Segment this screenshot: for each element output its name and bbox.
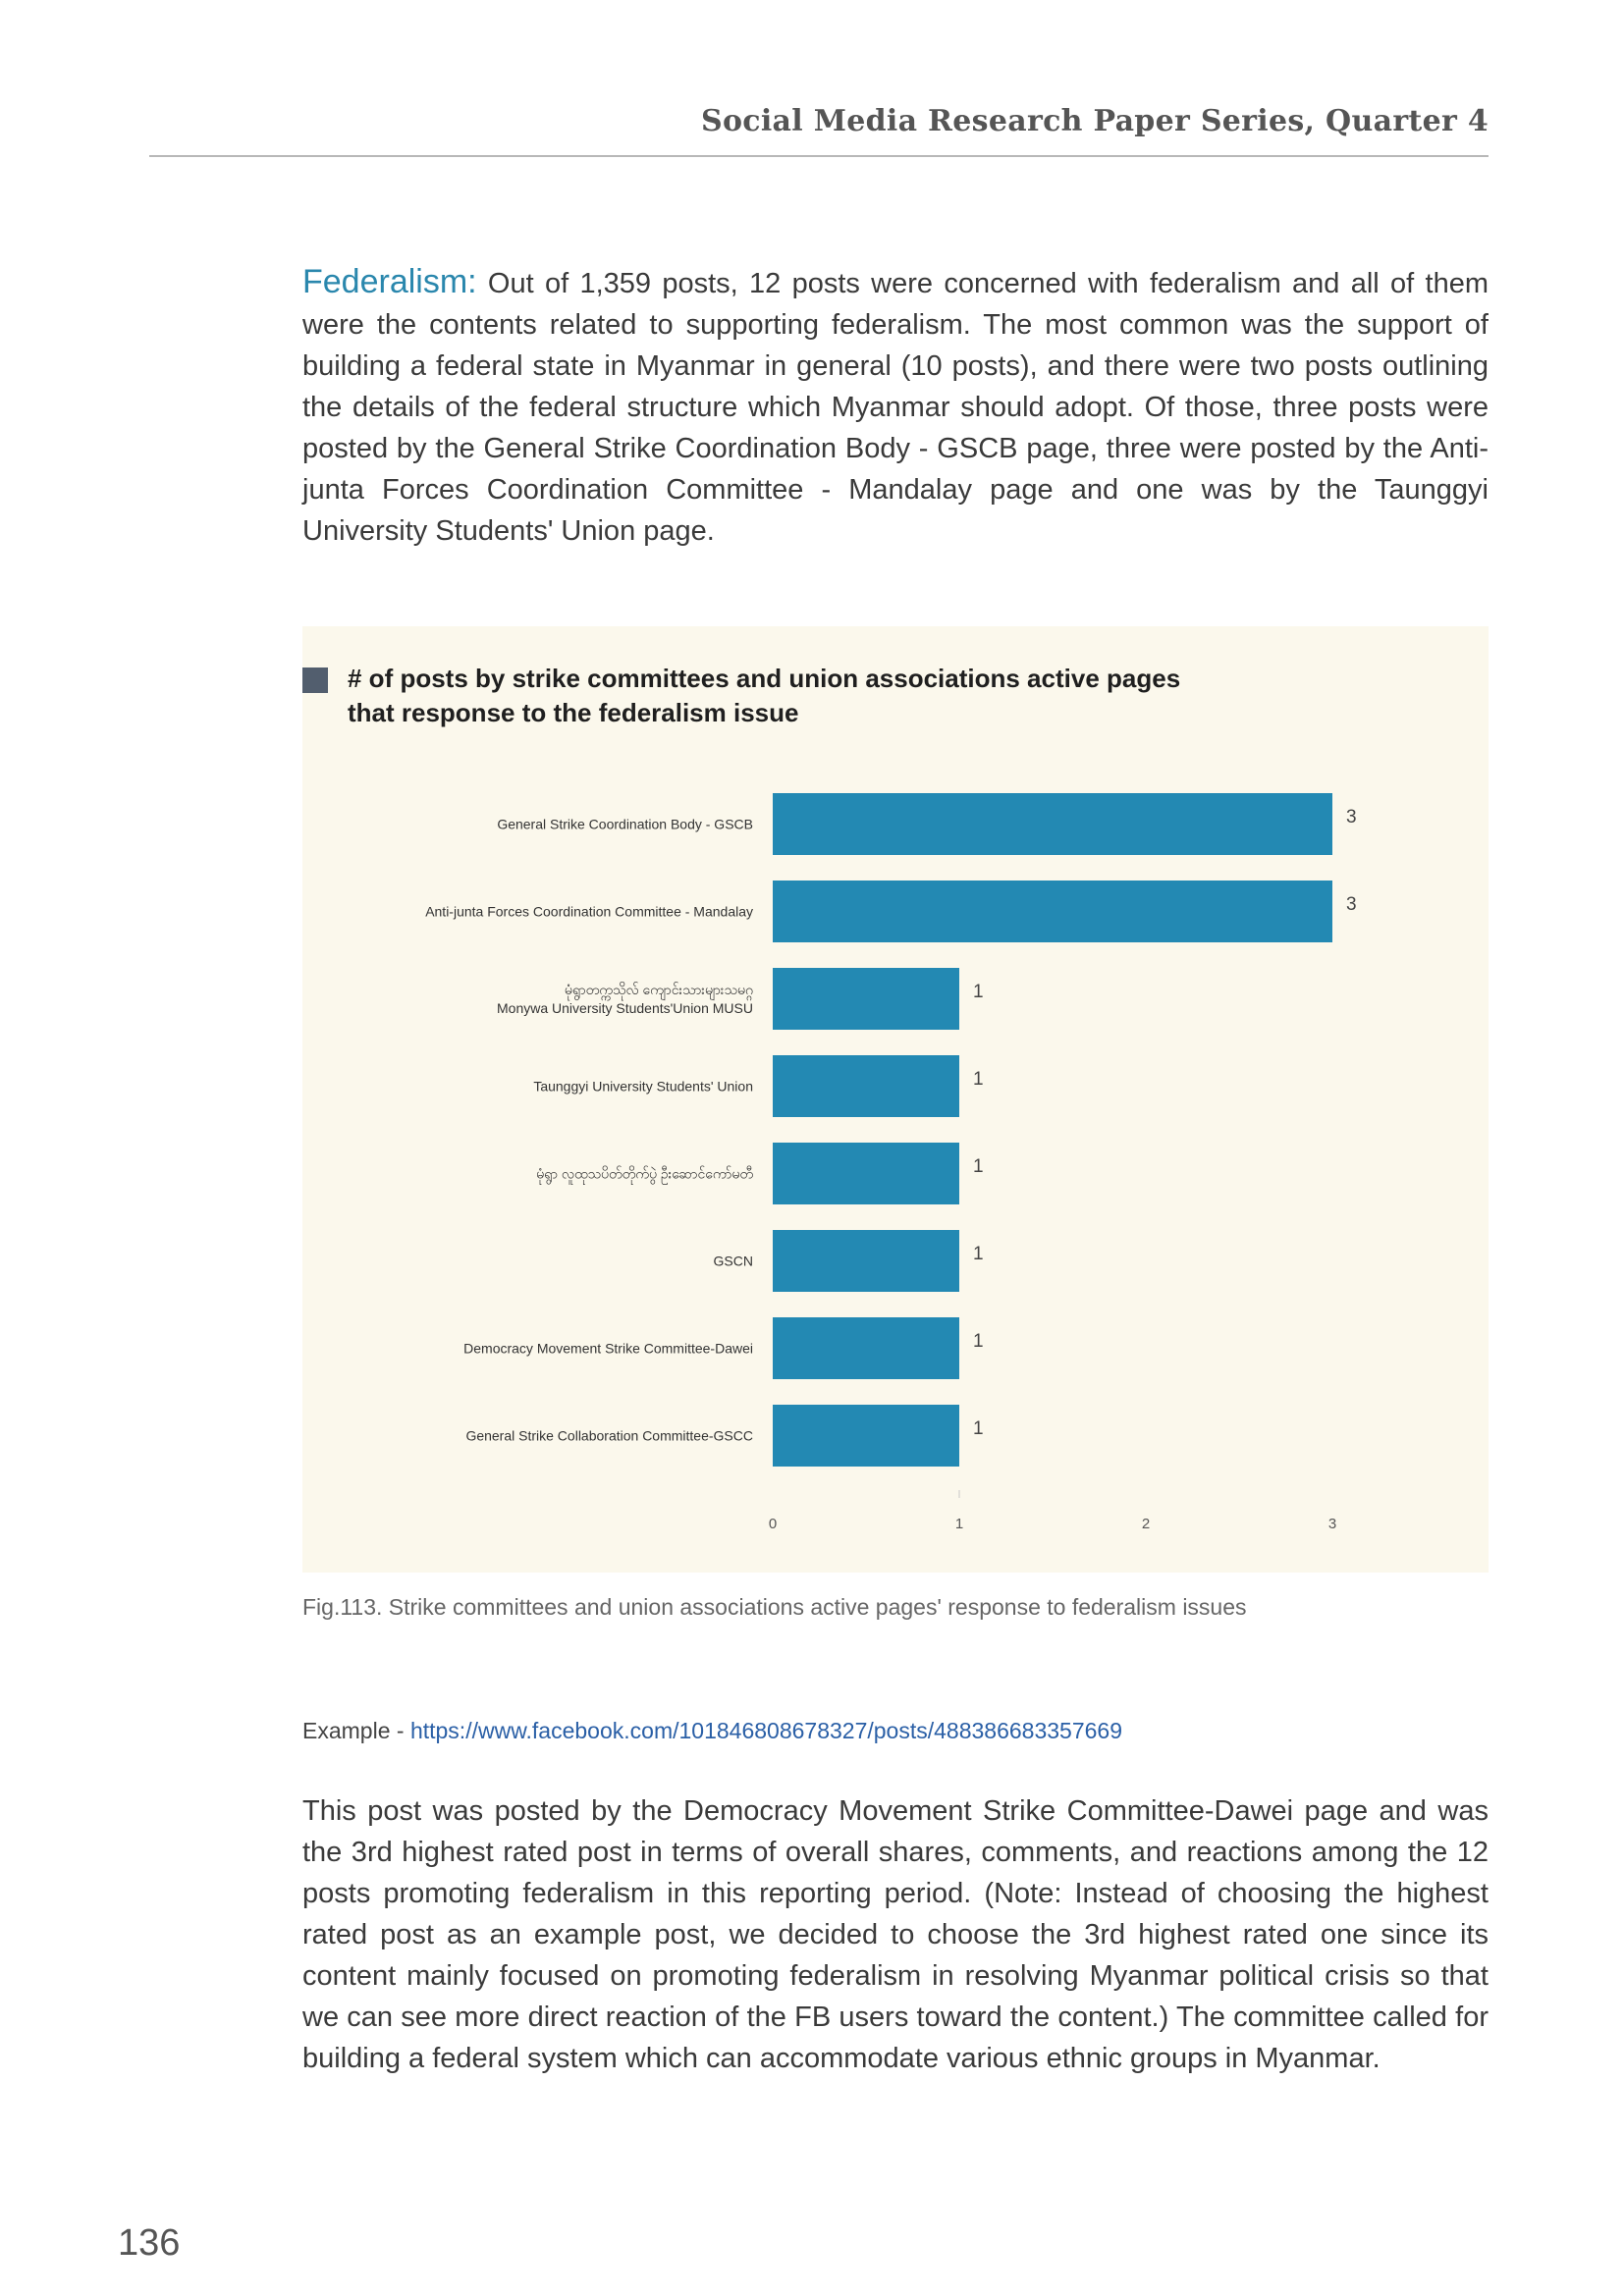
bar-value-label-3: 1 xyxy=(973,1069,984,1090)
bar-value-label-5: 1 xyxy=(973,1244,984,1264)
bar-3 xyxy=(773,1055,959,1117)
example-link[interactable]: https://www.facebook.com/101846808678327/posts/488386683357669 xyxy=(409,1718,1122,1743)
category-label-4: မုံရွာ လူထုသပိတ်တိုက်ပွဲ ဦးဆောင်ကော်မတီ xyxy=(536,1165,753,1182)
x-tick-label-3: 3 xyxy=(1327,1516,1337,1532)
category-label-2-0: မုံရွာတက္ကသိုလ် ကျောင်းသားများသမဂ္ဂ xyxy=(564,982,753,997)
bar-value-label-0: 3 xyxy=(1346,807,1357,828)
bar-value-label-1: 3 xyxy=(1346,894,1357,915)
chart-title-line-1: # of posts by strike committees and union associations active pages xyxy=(348,664,1181,693)
category-label-3: Taunggyi University Students' Union xyxy=(533,1078,753,1095)
example-label: Example - xyxy=(302,1718,410,1743)
chart-title-line-2: that response to the federalism issue xyxy=(348,698,799,727)
category-label-5: GSCN xyxy=(713,1253,753,1269)
bar-5 xyxy=(773,1230,959,1292)
category-label-0: General Strike Coordination Body - GSCB xyxy=(497,816,753,832)
page-number: 136 xyxy=(118,2222,181,2264)
x-tick-label-2: 2 xyxy=(1141,1516,1151,1532)
federalism-text: Out of 1,359 posts, 12 posts were concerned with federalism and all of them were the contents related to supporting federalism. The most common was the support of building a federal state in Myanmar in general (10 posts), and there were two posts outlining the details of the federal structure which Myanmar should adopt. Of those, three posts were posted by the General Strike Coordination Body - GSCB page, three were posted by the Anti-junta Forces Coordination Committee - Mandalay page and one was by the Taunggyi University Students' Union page. xyxy=(302,268,1489,547)
bar-value-label-4: 1 xyxy=(973,1156,984,1177)
x-tick-label-1: 1 xyxy=(954,1516,964,1532)
category-label-2-1: Monywa University Students'Union MUSU xyxy=(497,1000,753,1016)
bar-value-label-6: 1 xyxy=(973,1331,984,1352)
bar-0 xyxy=(773,793,1332,855)
bar-6 xyxy=(773,1317,959,1379)
category-label-7: General Strike Collaboration Committee-GSCC xyxy=(465,1427,753,1444)
bar-1 xyxy=(773,881,1332,942)
bar-value-label-7: 1 xyxy=(973,1418,984,1439)
bar-chart xyxy=(302,626,1489,1573)
bar-4 xyxy=(773,1143,959,1204)
section-lead-term: Federalism: xyxy=(302,263,477,300)
running-header-title: Social Media Research Paper Series, Quarter 4 xyxy=(700,104,1489,138)
x-tick-label-0: 0 xyxy=(768,1516,778,1532)
example-line xyxy=(302,1718,1122,1744)
bar-7 xyxy=(773,1405,959,1467)
bar-value-label-2: 1 xyxy=(973,982,984,1002)
chart-panel xyxy=(302,626,1489,1573)
federalism-paragraph xyxy=(302,261,1489,552)
category-label-1: Anti-junta Forces Coordination Committee - Mandalay xyxy=(425,903,753,920)
category-label-6: Democracy Movement Strike Committee-Dawei xyxy=(463,1340,753,1357)
bar-2 xyxy=(773,968,959,1030)
body-paragraph: This post was posted by the Democracy Movement Strike Committee-Dawei page and was the 3rd highest rated post in terms of overall shares, comments, and reactions among the 12 posts promoting federalism in this reporting period. (Note: Instead of choosing the highest rated post as an example post, we decided to choose the 3rd highest rated one since its content mainly focused on promoting federalism in resolving Myanmar political crisis so that we can see more direct reaction of the FB users toward the content.) The committee called for building a federal system which can accommodate various ethnic groups in Myanmar. xyxy=(302,1795,1489,2074)
header-divider xyxy=(149,155,1489,157)
figure-caption: Fig.113. Strike committees and union associations active pages' response to federalism issues xyxy=(302,1594,1247,1620)
